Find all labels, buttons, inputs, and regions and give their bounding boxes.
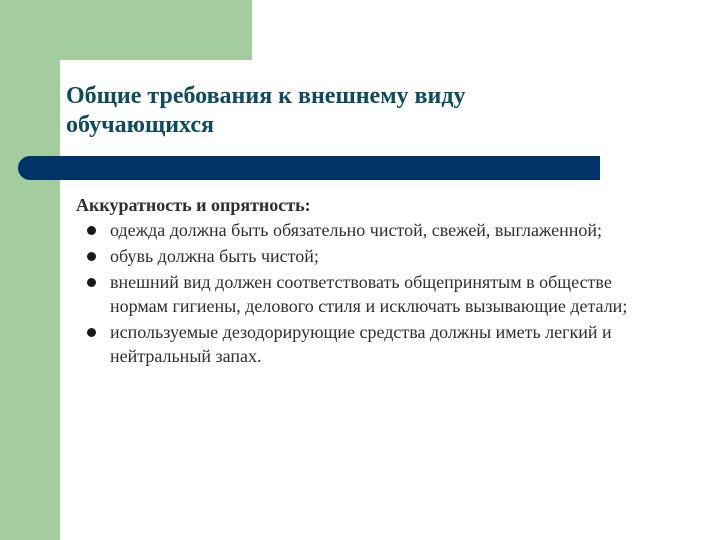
bullet-text: одежда должна быть обязательно чистой, свежей, выглаженной; — [110, 220, 603, 240]
list-item — [76, 270, 666, 318]
slide-title-line-2: обучающихся — [66, 112, 214, 138]
slide-content — [76, 193, 666, 370]
bullet-text: внешний вид должен соответствовать общепринятым в обществе нормам гигиены, делового стиля и исключать вызывающие детали; — [110, 272, 628, 316]
list-item — [76, 320, 666, 368]
bullet-dot-icon — [87, 252, 96, 261]
bullet-dot-icon — [87, 278, 96, 287]
bullet-list — [76, 218, 666, 368]
top-accent-block — [0, 0, 252, 60]
left-accent-bar — [0, 0, 60, 540]
slide-title-line-1: Общие требования к внешнему виду — [66, 83, 466, 109]
bullet-text: используемые дезодорирующие средства должны иметь легкий и нейтральный запах. — [110, 322, 612, 366]
slide-title — [66, 82, 626, 140]
bullet-text: обувь должна быть чистой; — [110, 246, 319, 266]
list-item — [76, 244, 666, 268]
title-divider — [18, 156, 600, 180]
bullet-dot-icon — [87, 328, 96, 337]
list-item — [76, 218, 666, 242]
bullet-dot-icon — [87, 226, 96, 235]
content-heading: Аккуратность и опрятность: — [76, 195, 311, 215]
